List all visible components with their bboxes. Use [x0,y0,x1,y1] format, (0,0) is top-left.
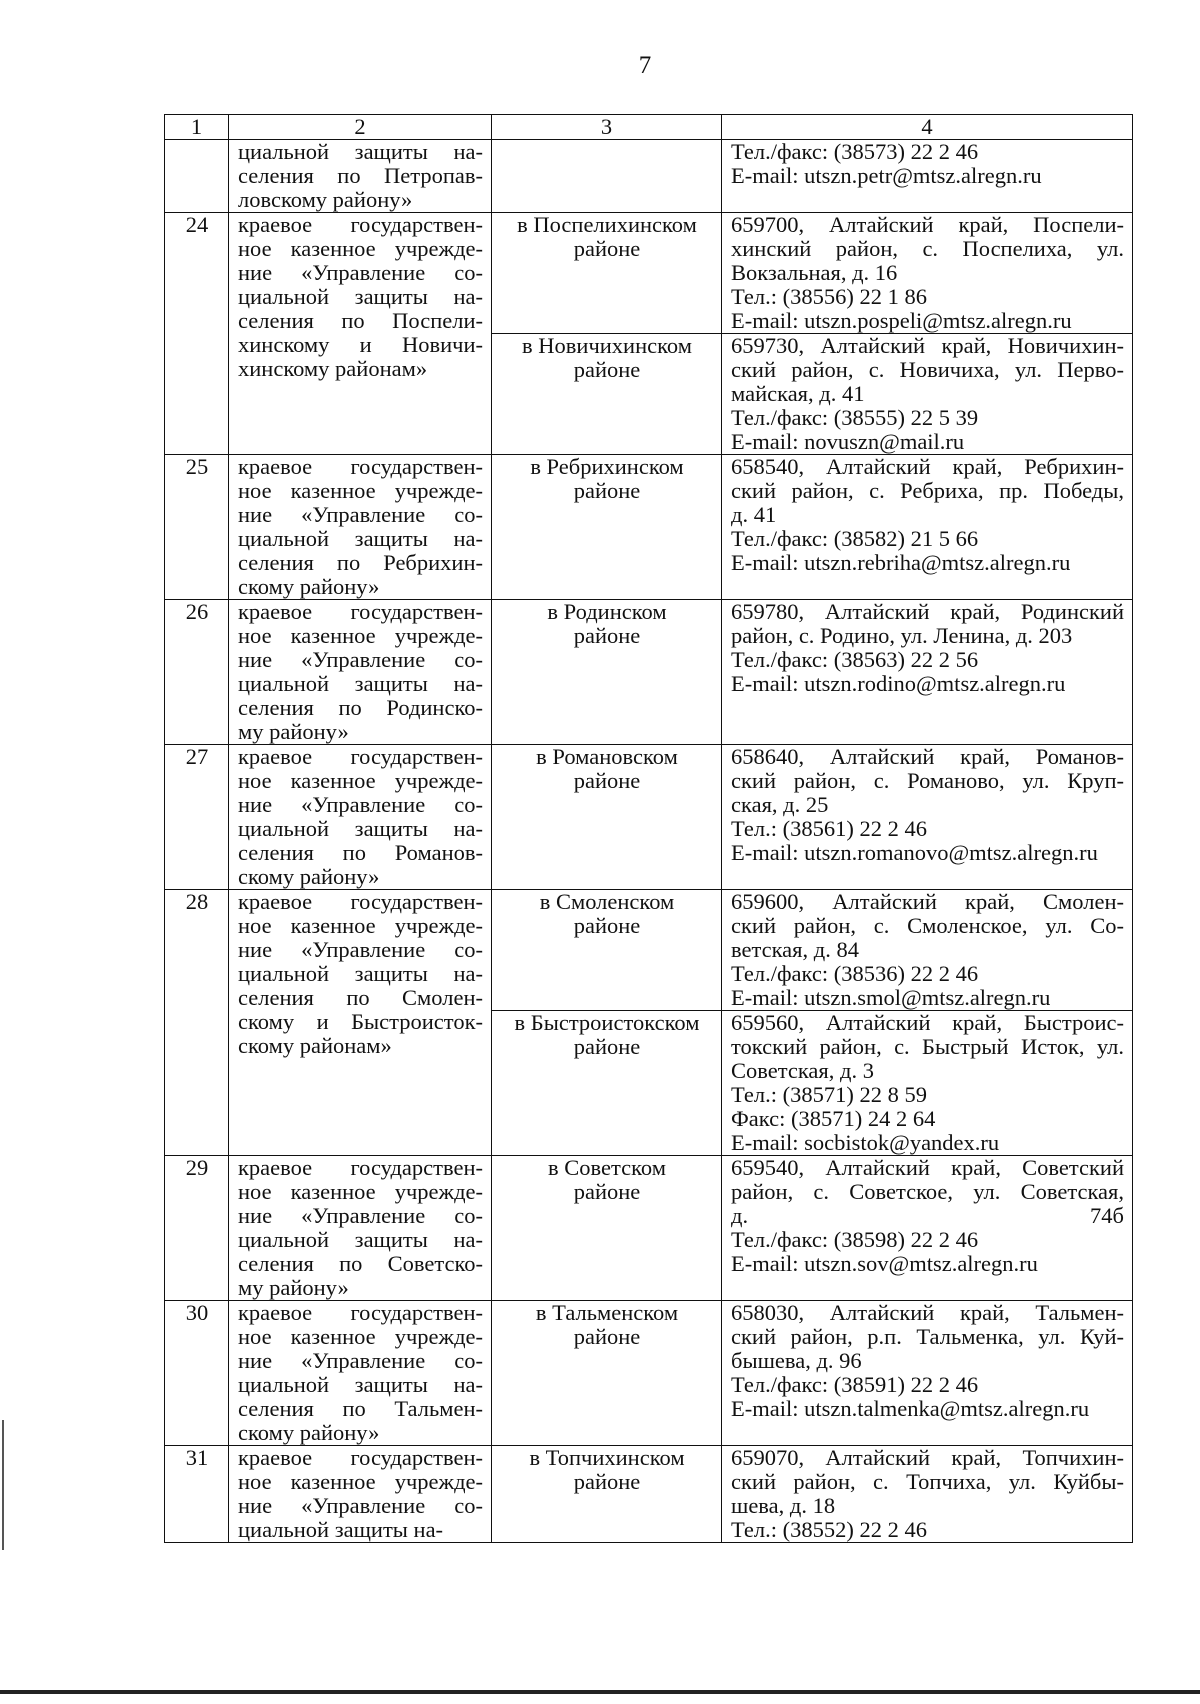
organization-line: краевое государствен- [238,212,483,237]
address-cell [722,1156,1133,1301]
row-number: 30 [165,1301,229,1446]
district-line: районе [573,236,641,261]
district-cell [492,600,722,745]
organization-line: селения по Тальмен- [238,1396,483,1421]
district-cell [492,213,722,334]
address-line: 659540, Алтайский край, Советский [731,1155,1124,1180]
organization-line: краевое государствен- [238,1300,483,1325]
address-line: Вокзальная, д. 16 [731,260,898,285]
organization-line: ние «Управление со- [238,1493,483,1518]
address-line: бышева, д. 96 [731,1348,862,1373]
table-row [165,1301,1133,1446]
district-line: районе [573,768,641,793]
address-line: E-mail: utszn.rodino@mtsz.alregn.ru [731,671,1066,696]
address-cell [722,334,1133,455]
address-line: E-mail: utszn.sov@mtsz.alregn.ru [731,1251,1038,1276]
district-line: в Смоленском [539,889,675,914]
organization-line: циальной защиты на- [238,1227,483,1252]
address-line: E-mail: utszn.talmenka@mtsz.alregn.ru [731,1396,1090,1421]
district-line: районе [573,623,641,648]
row-number [165,140,229,213]
address-line: Тел.: (38571) 22 8 59 [731,1082,927,1107]
address-cell [722,455,1133,600]
organization-line: ние «Управление со- [238,792,483,817]
organization-line: ное казенное учрежде- [238,623,483,648]
organization-line: краевое государствен- [238,454,483,479]
organization-line: скому району» [238,1420,380,1445]
row-number: 24 [165,213,229,455]
organization-line: циальной защиты на- [238,284,483,309]
address-line: шева, д. 18 [731,1493,836,1518]
address-line: 659070, Алтайский край, Топчихин- [731,1445,1124,1470]
district-cell [492,890,722,1011]
address-cell [722,213,1133,334]
organization-cell [229,600,492,745]
address-line: ский район, с. Топчиха, ул. Куйбы- [731,1469,1124,1494]
table-row [165,140,1133,213]
organization-line: циальной защиты на- [238,1372,483,1397]
district-cell [492,1446,722,1543]
address-line: Тел./факс: (38536) 22 2 46 [731,961,979,986]
address-line: ский район, р.п. Тальменка, ул. Куй- [731,1324,1124,1349]
table-row [165,1446,1133,1543]
organization-line: скому району» [238,864,380,889]
address-line: E-mail: socbistok@yandex.ru [731,1130,1000,1155]
organization-line: селения по Романов- [238,840,483,865]
address-cell [722,1011,1133,1156]
organization-line: скому районам» [238,1033,392,1058]
address-line: район, с. Советское, ул. Советская, [731,1179,1124,1204]
organization-line: му району» [238,1275,349,1300]
organization-line: циальной защиты на- [238,1517,444,1542]
organization-cell [229,890,492,1156]
organization-line: ние «Управление со- [238,260,483,285]
organization-line: ние «Управление со- [238,1348,483,1373]
organization-line: селения по Ребрихин- [238,550,483,575]
address-line: E-mail: utszn.rebriha@mtsz.alregn.ru [731,550,1071,575]
organization-line: ние «Управление со- [238,937,483,962]
organization-cell [229,213,492,455]
organization-line: циальной защиты на- [238,671,483,696]
organization-line: селения по Советско- [238,1251,483,1276]
row-number: 31 [165,1446,229,1543]
organization-line: циальной защиты на- [238,816,483,841]
address-line: E-mail: utszn.romanovo@mtsz.alregn.ru [731,840,1098,865]
address-line: 659560, Алтайский край, Быстроис- [731,1010,1124,1035]
organization-line: хинскому районам» [238,356,428,381]
district-line: районе [573,1179,641,1204]
address-line: ветская, д. 84 [731,937,859,962]
district-line: в Романовском [536,744,678,769]
district-cell [492,334,722,455]
organization-line: краевое государствен- [238,599,483,624]
address-line: Тел.: (38561) 22 2 46 [731,816,927,841]
organization-line: селения по Петропав- [238,163,483,188]
organization-cell [229,1446,492,1543]
organization-line: ние «Управление со- [238,502,483,527]
district-cell [492,1301,722,1446]
address-line: 658540, Алтайский край, Ребрихин- [731,454,1124,479]
column-header: 4 [722,115,1133,140]
organization-line: ное казенное учрежде- [238,1469,483,1494]
address-line: ский район, с. Смоленское, ул. Со- [731,913,1124,938]
address-line: ская, д. 25 [731,792,829,817]
page-number: 7 [638,52,652,79]
organization-line: ние «Управление со- [238,1203,483,1228]
organization-line: циальной защиты на- [238,961,483,986]
agencies-table [164,114,1133,1543]
organization-line: ловскому району» [238,187,413,212]
address-line: Тел./факс: (38582) 21 5 66 [731,526,979,551]
row-number: 26 [165,600,229,745]
address-line: 658640, Алтайский край, Романов- [731,744,1124,769]
address-cell [722,600,1133,745]
district-line: в Топчихинском [529,1445,685,1470]
address-line: E-mail: utszn.petr@mtsz.alregn.ru [731,163,1042,188]
district-cell [492,140,722,213]
table-body [165,140,1133,1543]
address-line: E-mail: novuszn@mail.ru [731,429,965,454]
address-line: д. 41 [731,502,777,527]
table-row [165,455,1133,600]
organization-cell [229,1301,492,1446]
address-cell [722,890,1133,1011]
district-line: в Быстроистокском [514,1010,700,1035]
organization-cell [229,455,492,600]
organization-line: циальной защиты на- [238,526,483,551]
address-line: 659700, Алтайский край, Поспели- [731,212,1124,237]
address-line: 658030, Алтайский край, Тальмен- [731,1300,1124,1325]
scan-bottom-edge [0,1690,1200,1694]
column-header: 1 [165,115,229,140]
table-row [165,890,1133,1011]
district-line: районе [573,478,641,503]
organization-cell [229,1156,492,1301]
organization-line: краевое государствен- [238,744,483,769]
row-number: 29 [165,1156,229,1301]
address-cell [722,140,1133,213]
organization-cell [229,140,492,213]
address-line: 659780, Алтайский край, Родинский [731,599,1124,624]
table-row [165,1156,1133,1301]
scan-edge-mark [2,1420,4,1550]
address-line: Тел./факс: (38555) 22 5 39 [731,405,979,430]
district-cell [492,1156,722,1301]
district-line: районе [573,1324,641,1349]
organization-line: селения по Поспели- [238,308,483,333]
row-number: 25 [165,455,229,600]
address-line: Тел.: (38556) 22 1 86 [731,284,927,309]
address-cell [722,745,1133,890]
table-row [165,213,1133,334]
district-line: в Ребрихинском [530,454,684,479]
address-line: Факс: (38571) 24 2 64 [731,1106,936,1131]
organization-line: хинскому и Новичи- [238,332,483,357]
address-line: Тел./факс: (38598) 22 2 46 [731,1227,979,1252]
district-line: в Советском [548,1155,666,1180]
district-line: в Поспелихинском [517,212,697,237]
address-line: ский район, с. Ребриха, пр. Победы, [731,478,1124,503]
organization-line: ние «Управление со- [238,647,483,672]
address-line: Тел./факс: (38591) 22 2 46 [731,1372,979,1397]
address-line: хинский район, с. Поспелиха, ул. [731,236,1124,261]
address-line: Советская, д. 3 [731,1058,874,1083]
row-number: 27 [165,745,229,890]
column-header: 2 [229,115,492,140]
district-cell [492,1011,722,1156]
address-line: 659730, Алтайский край, Новичихин- [731,333,1124,358]
row-number: 28 [165,890,229,1156]
table-row [165,745,1133,890]
table-header-row [165,115,1133,140]
organization-line: му району» [238,719,349,744]
organization-line: скому району» [238,574,380,599]
organization-line: ное казенное учрежде- [238,478,483,503]
district-line: в Новичихинском [522,333,692,358]
organization-line: ное казенное учрежде- [238,1324,483,1349]
organization-line: краевое государствен- [238,1155,483,1180]
organization-line: циальной защиты на- [238,139,483,164]
district-line: в Родинском [547,599,667,624]
organization-line: ное казенное учрежде- [238,236,483,261]
organization-line: скому и Быстроисток- [238,1009,483,1034]
district-cell [492,455,722,600]
address-line: токский район, с. Быстрый Исток, ул. [731,1034,1124,1059]
address-line: майская, д. 41 [731,381,865,406]
organization-line: краевое государствен- [238,1445,483,1470]
district-line: районе [573,1469,641,1494]
district-cell [492,745,722,890]
district-line: районе [573,1034,641,1059]
address-line: 659600, Алтайский край, Смолен- [731,889,1124,914]
organization-line: селения по Смолен- [238,985,483,1010]
organization-line: ное казенное учрежде- [238,768,483,793]
address-line: д. 74б [731,1203,1124,1228]
address-line: район, с. Родино, ул. Ленина, д. 203 [731,623,1073,648]
table-row [165,600,1133,745]
column-header: 3 [492,115,722,140]
organization-cell [229,745,492,890]
address-cell [722,1301,1133,1446]
address-line: E-mail: utszn.smol@mtsz.alregn.ru [731,985,1051,1010]
address-line: Тел./факс: (38563) 22 2 56 [731,647,979,672]
address-line: Тел.: (38552) 22 2 46 [731,1517,927,1542]
district-line: районе [573,357,641,382]
organization-line: ное казенное учрежде- [238,1179,483,1204]
address-line: Тел./факс: (38573) 22 2 46 [731,139,979,164]
district-line: районе [573,913,641,938]
address-line: E-mail: utszn.pospeli@mtsz.alregn.ru [731,308,1072,333]
address-cell [722,1446,1133,1543]
organization-line: краевое государствен- [238,889,483,914]
organization-line: селения по Родинско- [238,695,483,720]
address-line: ский район, с. Новичиха, ул. Перво- [731,357,1124,382]
organization-line: ное казенное учрежде- [238,913,483,938]
address-line: ский район, с. Романово, ул. Круп- [731,768,1124,793]
district-line: в Тальменском [535,1300,679,1325]
